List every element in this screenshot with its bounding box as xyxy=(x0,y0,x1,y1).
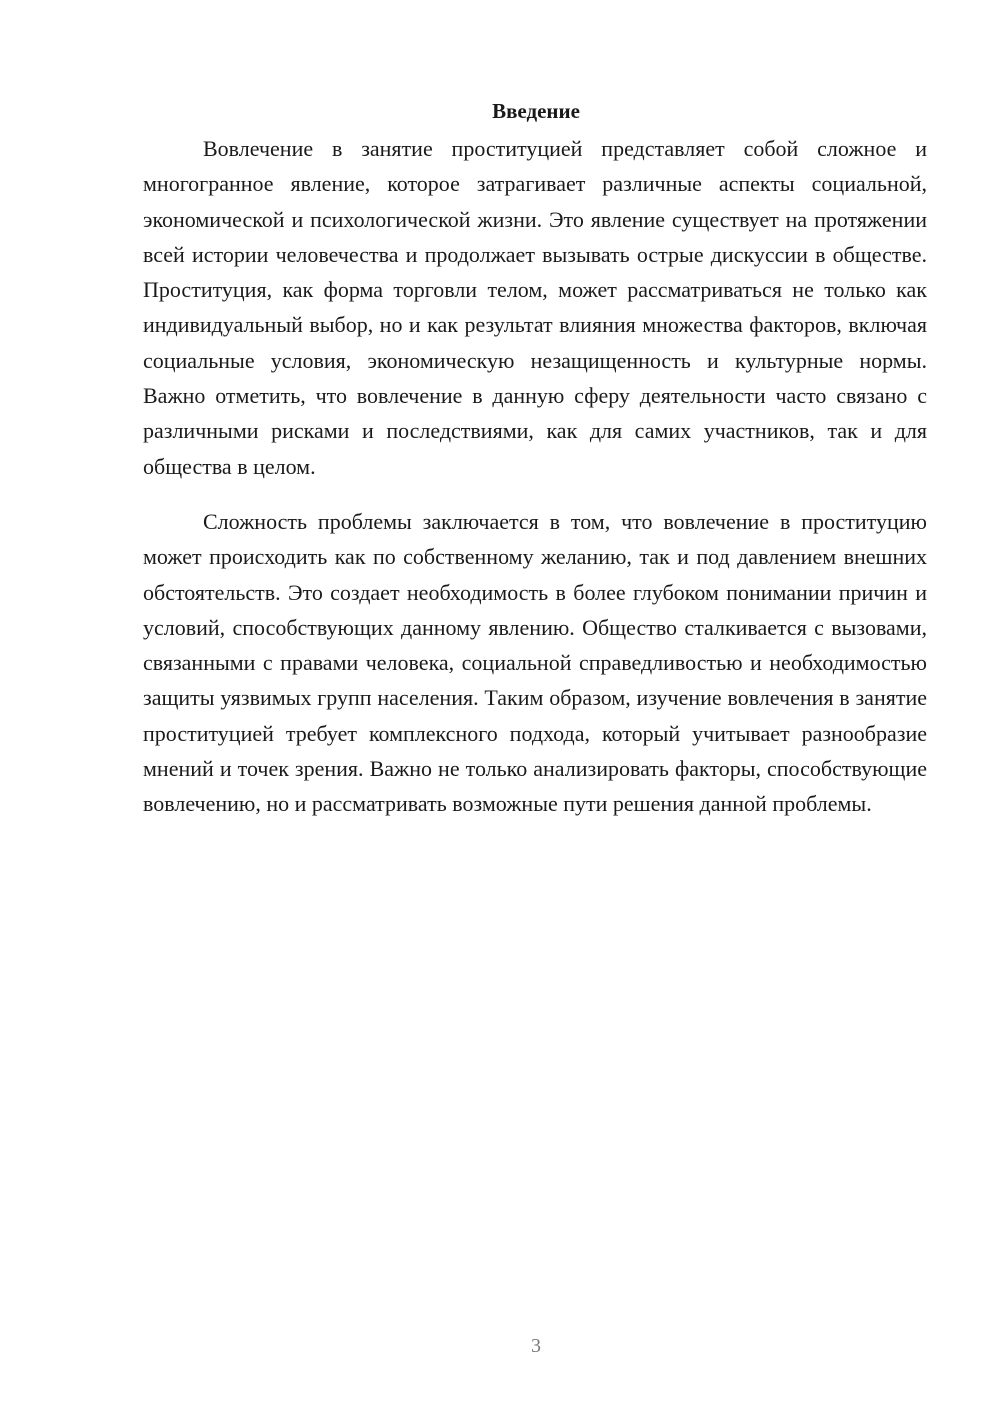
section-title: Введение xyxy=(492,99,580,123)
page-content xyxy=(143,96,927,822)
paragraph-2: Сложность проблемы заключается в том, что вовлечение в проституцию может происходить как по собственному желанию, так и под давлением внешних обстоятельств. Это создает необходимость в более глубоком понимании причин и условий, способствующих данному явлению. Общество сталкивается с вызовами, связанными с правами человека, социальной справедливостью и необходимостью защиты уязвимых групп населения. Таким образом, изучение вовлечения в занятие проституцией требует комплексного подхода, который учитывает разнообразие мнений и точек зрения. Важно не только анализировать факторы, способствующие вовлечению, но и рассматривать возможные пути решения данной проблемы. xyxy=(143,508,927,817)
page-number: 3 xyxy=(531,1335,541,1357)
paragraph-1: Вовлечение в занятие проституцией представляет собой сложное и многогранное явление, которое затрагивает различные аспекты социальной, экономической и психологической жизни. Это явление существует на протяжении всей истории человечества и продолжает вызывать острые дискуссии в обществе. Проституция, как форма торговли телом, может рассматриваться не только как индивидуальный выбор, но и как результат влияния множества факторов, включая социальные условия, экономическую незащищенность и культурные нормы. Важно отметить, что вовлечение в данную сферу деятельности часто связано с различными рисками и последствиями, как для самих участников, так и для общества в целом. xyxy=(143,136,927,479)
